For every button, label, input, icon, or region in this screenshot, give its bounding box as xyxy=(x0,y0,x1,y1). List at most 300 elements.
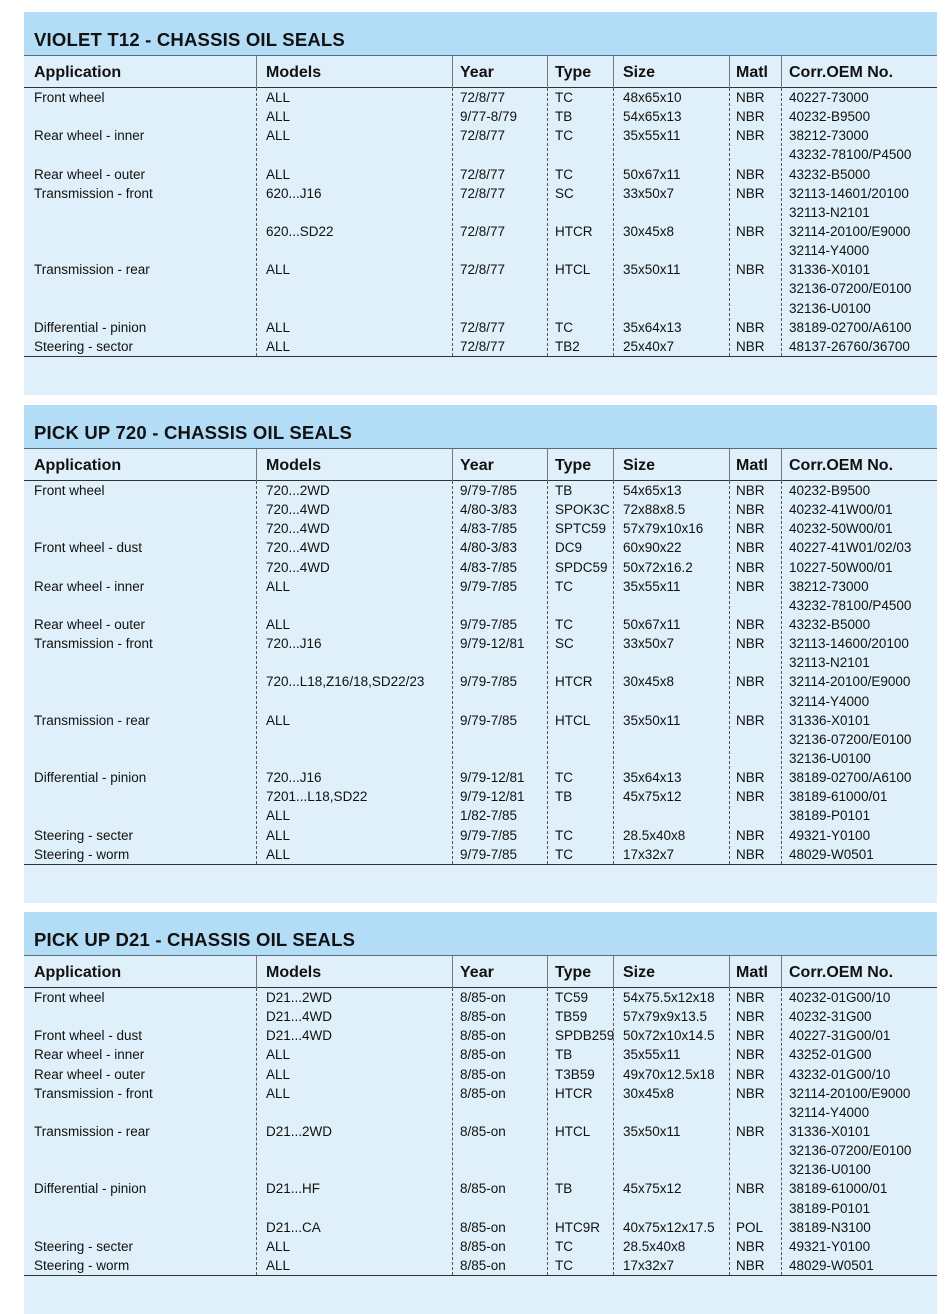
column-divider xyxy=(729,56,730,88)
cell-matl: NBR xyxy=(736,578,765,594)
cell-oem-no: 32136-U0100 xyxy=(789,300,871,316)
cell-models: D21...4WD xyxy=(266,1028,333,1044)
cell-oem-no: 32114-Y4000 xyxy=(789,1104,870,1120)
section-spacer xyxy=(24,865,937,903)
table-row xyxy=(24,692,937,711)
table-row xyxy=(24,1103,937,1122)
cell-application: Steering - sector xyxy=(34,338,134,354)
cell-models: ALL xyxy=(266,616,291,632)
table-body xyxy=(24,481,937,864)
cell-application: Front wheel xyxy=(34,990,105,1005)
cell-matl: NBR xyxy=(736,319,765,335)
section-spacer xyxy=(24,357,937,395)
column-divider xyxy=(729,88,730,356)
cell-year: 8/85-on xyxy=(460,1257,506,1273)
table-row xyxy=(24,653,937,672)
cell-size: 28.5x40x8 xyxy=(623,827,686,843)
cell-application: Transmission - rear xyxy=(34,712,150,728)
column-divider xyxy=(256,481,257,864)
cell-type: TC xyxy=(555,319,573,335)
table-row xyxy=(24,1160,937,1179)
cell-type: TC xyxy=(555,128,573,144)
cell-application: Differential - pinion xyxy=(34,770,147,786)
table-row xyxy=(24,222,937,241)
cell-models: 720...J16 xyxy=(266,636,322,652)
cell-application: Transmission - rear xyxy=(34,262,150,278)
cell-models: D21...4WD xyxy=(266,1009,333,1025)
table-row xyxy=(24,1084,937,1103)
cell-year: 9/79-7/85 xyxy=(460,827,518,843)
cell-models: ALL xyxy=(266,166,291,182)
column-divider xyxy=(729,481,730,864)
cell-oem-no: 38189-02700/A6100 xyxy=(789,770,912,786)
cell-type: DC9 xyxy=(555,540,583,556)
cell-year: 72/8/77 xyxy=(460,262,506,278)
cell-type: SC xyxy=(555,185,574,201)
column-header-size: Size xyxy=(623,64,656,81)
cell-year: 9/79-12/81 xyxy=(460,770,525,786)
cell-size: 30x45x8 xyxy=(623,1085,675,1101)
cell-matl: NBR xyxy=(736,1085,765,1101)
cell-year: 8/85-on xyxy=(460,1047,506,1063)
cell-size: 28.5x40x8 xyxy=(623,1238,686,1254)
cell-oem-no: 31336-X0101 xyxy=(789,1123,871,1139)
cell-size: 45x75x12 xyxy=(623,789,682,805)
cell-size: 17x32x7 xyxy=(623,1257,675,1273)
cell-matl: NBR xyxy=(736,185,765,201)
cell-application: Front wheel xyxy=(34,90,105,105)
column-divider xyxy=(256,988,257,1275)
cell-models: 620...SD22 xyxy=(266,223,334,239)
cell-year: 8/85-on xyxy=(460,1009,506,1025)
cell-oem-no: 32136-U0100 xyxy=(789,1162,871,1178)
column-divider xyxy=(613,481,614,864)
cell-oem-no: 32136-07200/E0100 xyxy=(789,731,912,747)
cell-models: 720...4WD xyxy=(266,540,330,556)
cell-size: 33x50x7 xyxy=(623,636,675,652)
cell-size: 72x88x8.5 xyxy=(623,502,686,518)
cell-type: HTCR xyxy=(555,674,593,690)
cell-application: Transmission - front xyxy=(34,185,153,201)
cell-models: ALL xyxy=(266,338,291,354)
cell-models: 720...2WD xyxy=(266,483,330,498)
column-header-type: Type xyxy=(555,964,592,981)
cell-size: 48x65x10 xyxy=(623,90,682,105)
cell-type: TC xyxy=(555,90,573,105)
cell-type: TB2 xyxy=(555,338,580,354)
column-divider xyxy=(547,449,548,481)
cell-models: D21...CA xyxy=(266,1219,321,1235)
cell-models: 720...4WD xyxy=(266,559,330,575)
cell-type: HTCL xyxy=(555,1123,591,1139)
cell-size: 35x50x11 xyxy=(623,712,681,728)
cell-size: 30x45x8 xyxy=(623,674,675,690)
column-divider xyxy=(613,56,614,88)
cell-year: 8/85-on xyxy=(460,1085,506,1101)
cell-oem-no: 38189-61000/01 xyxy=(789,789,888,805)
cell-oem-no: 40232-41W00/01 xyxy=(789,502,893,518)
cell-oem-no: 43252-01G00 xyxy=(789,1047,872,1063)
cell-matl: NBR xyxy=(736,1123,765,1139)
column-header-application: Application xyxy=(34,64,122,81)
column-divider xyxy=(547,88,548,356)
cell-application: Steering - secter xyxy=(34,827,134,843)
cell-matl: NBR xyxy=(736,1257,765,1273)
table-row xyxy=(24,88,937,107)
table-row xyxy=(24,145,937,164)
cell-application: Steering - worm xyxy=(34,846,130,862)
cell-year: 72/8/77 xyxy=(460,338,506,354)
table-row xyxy=(24,538,937,557)
column-divider xyxy=(613,956,614,988)
column-header-application: Application xyxy=(34,964,122,981)
column-divider xyxy=(613,449,614,481)
cell-year: 8/85-on xyxy=(460,1066,506,1082)
cell-type: TC xyxy=(555,770,573,786)
column-header-oem-no: Corr.OEM No. xyxy=(789,64,894,81)
table-row xyxy=(24,577,937,596)
table-row xyxy=(24,241,937,260)
table-body xyxy=(24,88,937,356)
table-row xyxy=(24,279,937,298)
cell-matl: NBR xyxy=(736,109,765,125)
cell-matl: NBR xyxy=(736,990,765,1005)
column-divider xyxy=(613,88,614,356)
column-header-oem-no: Corr.OEM No. xyxy=(789,457,894,474)
cell-size: 35x55x11 xyxy=(623,128,681,144)
cell-size: 40x75x12x17.5 xyxy=(623,1219,715,1235)
column-divider xyxy=(781,56,782,88)
cell-type: SPDB259 xyxy=(555,1028,615,1044)
cell-matl: NBR xyxy=(736,90,765,105)
table-row xyxy=(24,1237,937,1256)
table-row xyxy=(24,749,937,768)
cell-type: TB xyxy=(555,109,573,125)
cell-matl: NBR xyxy=(736,1009,765,1025)
cell-year: 9/79-12/81 xyxy=(460,789,525,805)
cell-size: 25x40x7 xyxy=(623,338,675,354)
column-divider xyxy=(547,988,548,1275)
cell-oem-no: 40227-73000 xyxy=(789,90,869,105)
table-row xyxy=(24,1065,937,1084)
cell-matl: NBR xyxy=(736,770,765,786)
cell-size: 35x55x11 xyxy=(623,1047,681,1063)
cell-application: Front wheel - dust xyxy=(34,540,143,556)
table-row xyxy=(24,519,937,538)
cell-matl: NBR xyxy=(736,128,765,144)
table-row xyxy=(24,988,937,1007)
table-row xyxy=(24,615,937,634)
column-header-models: Models xyxy=(266,964,322,981)
column-header-year: Year xyxy=(460,457,494,474)
cell-models: ALL xyxy=(266,90,291,105)
column-header-models: Models xyxy=(266,64,322,81)
cell-size: 30x45x8 xyxy=(623,223,675,239)
cell-year: 4/83-7/85 xyxy=(460,521,518,537)
cell-matl: POL xyxy=(736,1219,764,1235)
column-divider xyxy=(781,88,782,356)
table-body xyxy=(24,988,937,1275)
cell-matl: NBR xyxy=(736,1028,765,1044)
cell-oem-no: 31336-X0101 xyxy=(789,712,871,728)
column-divider xyxy=(452,988,453,1275)
column-header-matl: Matl xyxy=(736,457,768,474)
table-row xyxy=(24,126,937,145)
column-header-row xyxy=(24,449,937,481)
cell-oem-no: 32113-14600/20100 xyxy=(789,636,909,652)
cell-matl: NBR xyxy=(736,1066,765,1082)
cell-year: 8/85-on xyxy=(460,1238,506,1254)
cell-models: 720...4WD xyxy=(266,502,330,518)
cell-size: 33x50x7 xyxy=(623,185,675,201)
cell-oem-no: 48029-W0501 xyxy=(789,1257,874,1273)
cell-type: TC xyxy=(555,1238,573,1254)
cell-oem-no: 38189-61000/01 xyxy=(789,1181,888,1197)
column-divider xyxy=(547,56,548,88)
cell-application: Transmission - front xyxy=(34,636,153,652)
column-divider xyxy=(452,481,453,864)
cell-year: 4/80-3/83 xyxy=(460,540,518,556)
cell-year: 8/85-on xyxy=(460,1028,506,1044)
cell-matl: NBR xyxy=(736,1238,765,1254)
cell-oem-no: 43232-78100/P4500 xyxy=(789,597,912,613)
cell-oem-no: 10227-50W00/01 xyxy=(789,559,893,575)
table-row xyxy=(24,1199,937,1218)
cell-matl: NBR xyxy=(736,789,765,805)
cell-matl: NBR xyxy=(736,338,765,354)
table-row xyxy=(24,260,937,279)
column-header-oem-no: Corr.OEM No. xyxy=(789,964,894,981)
cell-year: 1/82-7/85 xyxy=(460,808,518,824)
cell-models: ALL xyxy=(266,1066,291,1082)
cell-oem-no: 32114-20100/E9000 xyxy=(789,674,911,690)
column-header-application: Application xyxy=(34,457,122,474)
cell-oem-no: 32113-N2101 xyxy=(789,655,870,671)
cell-year: 72/8/77 xyxy=(460,185,506,201)
table-row xyxy=(24,1179,937,1198)
cell-type: HTCL xyxy=(555,262,591,278)
cell-year: 9/79-7/85 xyxy=(460,674,518,690)
cell-year: 72/8/77 xyxy=(460,319,506,335)
cell-oem-no: 43232-B5000 xyxy=(789,166,871,182)
cell-size: 50x72x10x14.5 xyxy=(623,1028,715,1044)
cell-oem-no: 32113-14601/20100 xyxy=(789,185,909,201)
cell-size: 35x55x11 xyxy=(623,578,681,594)
cell-oem-no: 40227-31G00/01 xyxy=(789,1028,891,1044)
table-row xyxy=(24,1141,937,1160)
cell-models: ALL xyxy=(266,808,291,824)
cell-size: 45x75x12 xyxy=(623,1181,682,1197)
cell-models: ALL xyxy=(266,1047,291,1063)
column-divider xyxy=(256,88,257,356)
cell-year: 9/79-12/81 xyxy=(460,636,525,652)
cell-type: TC xyxy=(555,166,573,182)
column-divider xyxy=(781,449,782,481)
cell-size: 50x72x16.2 xyxy=(623,559,693,575)
cell-size: 17x32x7 xyxy=(623,846,675,862)
cell-models: ALL xyxy=(266,846,291,862)
cell-oem-no: 38189-02700/A6100 xyxy=(789,319,912,335)
table-row xyxy=(24,787,937,806)
cell-size: 50x67x11 xyxy=(623,166,681,182)
column-header-year: Year xyxy=(460,964,494,981)
cell-type: TB xyxy=(555,789,573,805)
cell-size: 57x79x9x13.5 xyxy=(623,1009,708,1025)
cell-models: ALL xyxy=(266,827,291,843)
cell-year: 9/79-7/85 xyxy=(460,712,518,728)
table-row xyxy=(24,500,937,519)
table-row xyxy=(24,806,937,825)
section-spacer xyxy=(24,1276,937,1314)
cell-models: ALL xyxy=(266,319,291,335)
cell-oem-no: 32136-07200/E0100 xyxy=(789,1143,912,1159)
cell-size: 35x64x13 xyxy=(623,319,682,335)
cell-matl: NBR xyxy=(736,166,765,182)
cell-size: 60x90x22 xyxy=(623,540,682,556)
cell-oem-no: 32114-Y4000 xyxy=(789,243,870,259)
cell-year: 4/80-3/83 xyxy=(460,502,518,518)
cell-year: 8/85-on xyxy=(460,1181,506,1197)
cell-oem-no: 32113-N2101 xyxy=(789,204,870,220)
column-header-type: Type xyxy=(555,457,592,474)
cell-matl: NBR xyxy=(736,712,765,728)
cell-type: TB59 xyxy=(555,1009,588,1025)
cell-year: 8/85-on xyxy=(460,1123,506,1139)
cell-oem-no: 38212-73000 xyxy=(789,578,869,594)
cell-application: Rear wheel - inner xyxy=(34,578,145,594)
cell-size: 49x70x12.5x18 xyxy=(623,1066,715,1082)
cell-application: Rear wheel - outer xyxy=(34,616,146,632)
cell-oem-no: 49321-Y0100 xyxy=(789,827,871,843)
column-divider xyxy=(256,449,257,481)
table-row xyxy=(24,634,937,653)
table-row xyxy=(24,337,937,356)
cell-matl: NBR xyxy=(736,483,765,498)
cell-models: ALL xyxy=(266,578,291,594)
cell-models: 720...J16 xyxy=(266,770,322,786)
cell-type: TB xyxy=(555,1047,573,1063)
cell-matl: NBR xyxy=(736,502,765,518)
cell-matl: NBR xyxy=(736,846,765,862)
cell-type: TB xyxy=(555,1181,573,1197)
table-row xyxy=(24,481,937,500)
section-title: VIOLET T12 - CHASSIS OIL SEALS xyxy=(24,12,937,56)
cell-models: D21...2WD xyxy=(266,990,333,1005)
cell-oem-no: 32136-07200/E0100 xyxy=(789,281,912,297)
cell-type: T3B59 xyxy=(555,1066,595,1082)
cell-oem-no: 49321-Y0100 xyxy=(789,1238,871,1254)
table-row xyxy=(24,768,937,787)
cell-type: TC xyxy=(555,827,573,843)
cell-oem-no: 40232-01G00/10 xyxy=(789,990,891,1005)
table-row xyxy=(24,1218,937,1237)
table-row xyxy=(24,558,937,577)
cell-models: 7201...L18,SD22 xyxy=(266,789,368,805)
cell-year: 8/85-on xyxy=(460,1219,506,1235)
cell-year: 9/79-7/85 xyxy=(460,578,518,594)
column-header-matl: Matl xyxy=(736,64,768,81)
cell-type: HTC9R xyxy=(555,1219,601,1235)
cell-models: ALL xyxy=(266,109,291,125)
cell-year: 9/77-8/79 xyxy=(460,109,518,125)
cell-models: D21...HF xyxy=(266,1181,321,1197)
cell-size: 57x79x10x16 xyxy=(623,521,704,537)
cell-models: ALL xyxy=(266,128,291,144)
cell-type: TC xyxy=(555,1257,573,1273)
column-header-size: Size xyxy=(623,457,656,474)
cell-year: 8/85-on xyxy=(460,990,506,1005)
cell-application: Transmission - front xyxy=(34,1085,153,1101)
cell-matl: NBR xyxy=(736,223,765,239)
table-row xyxy=(24,165,937,184)
cell-application: Rear wheel - outer xyxy=(34,1066,146,1082)
cell-application: Steering - secter xyxy=(34,1238,134,1254)
cell-year: 9/79-7/85 xyxy=(460,846,518,862)
cell-models: 620...J16 xyxy=(266,185,322,201)
table-row xyxy=(24,1045,937,1064)
table-row xyxy=(24,826,937,845)
table-row xyxy=(24,596,937,615)
cell-models: ALL xyxy=(266,712,291,728)
cell-oem-no: 40232-B9500 xyxy=(789,483,871,498)
column-header-row xyxy=(24,56,937,88)
seal-section-2 xyxy=(24,405,937,903)
column-header-row xyxy=(24,956,937,988)
cell-size: 50x67x11 xyxy=(623,616,681,632)
column-header-type: Type xyxy=(555,64,592,81)
column-divider xyxy=(729,449,730,481)
column-divider xyxy=(781,481,782,864)
seal-section-3 xyxy=(24,912,937,1314)
cell-type: SPTC59 xyxy=(555,521,607,537)
cell-oem-no: 38189-N3100 xyxy=(789,1219,871,1235)
cell-oem-no: 38189-P0101 xyxy=(789,808,871,824)
cell-type: TB xyxy=(555,483,573,498)
column-divider xyxy=(452,88,453,356)
cell-matl: NBR xyxy=(736,1047,765,1063)
column-divider xyxy=(452,956,453,988)
cell-models: ALL xyxy=(266,262,291,278)
cell-matl: NBR xyxy=(736,674,765,690)
cell-application: Differential - pinion xyxy=(34,1181,147,1197)
cell-application: Steering - worm xyxy=(34,1257,130,1273)
cell-type: TC xyxy=(555,616,573,632)
cell-oem-no: 48137-26760/36700 xyxy=(789,338,910,354)
cell-models: ALL xyxy=(266,1085,291,1101)
cell-models: ALL xyxy=(266,1257,291,1273)
cell-application: Rear wheel - inner xyxy=(34,1047,145,1063)
cell-size: 54x75.5x12x18 xyxy=(623,990,715,1005)
cell-type: HTCR xyxy=(555,223,593,239)
table-row xyxy=(24,184,937,203)
cell-matl: NBR xyxy=(736,262,765,278)
section-title: PICK UP 720 - CHASSIS OIL SEALS xyxy=(24,405,937,449)
column-divider xyxy=(452,449,453,481)
column-divider xyxy=(613,988,614,1275)
table-row xyxy=(24,318,937,337)
cell-oem-no: 31336-X0101 xyxy=(789,262,871,278)
cell-matl: NBR xyxy=(736,636,765,652)
cell-oem-no: 38189-P0101 xyxy=(789,1200,871,1216)
column-divider xyxy=(547,956,548,988)
column-divider xyxy=(256,956,257,988)
cell-application: Front wheel xyxy=(34,483,105,498)
cell-year: 4/83-7/85 xyxy=(460,559,518,575)
column-divider xyxy=(781,988,782,1275)
cell-type: TC xyxy=(555,578,573,594)
table-row xyxy=(24,1026,937,1045)
column-divider xyxy=(256,56,257,88)
